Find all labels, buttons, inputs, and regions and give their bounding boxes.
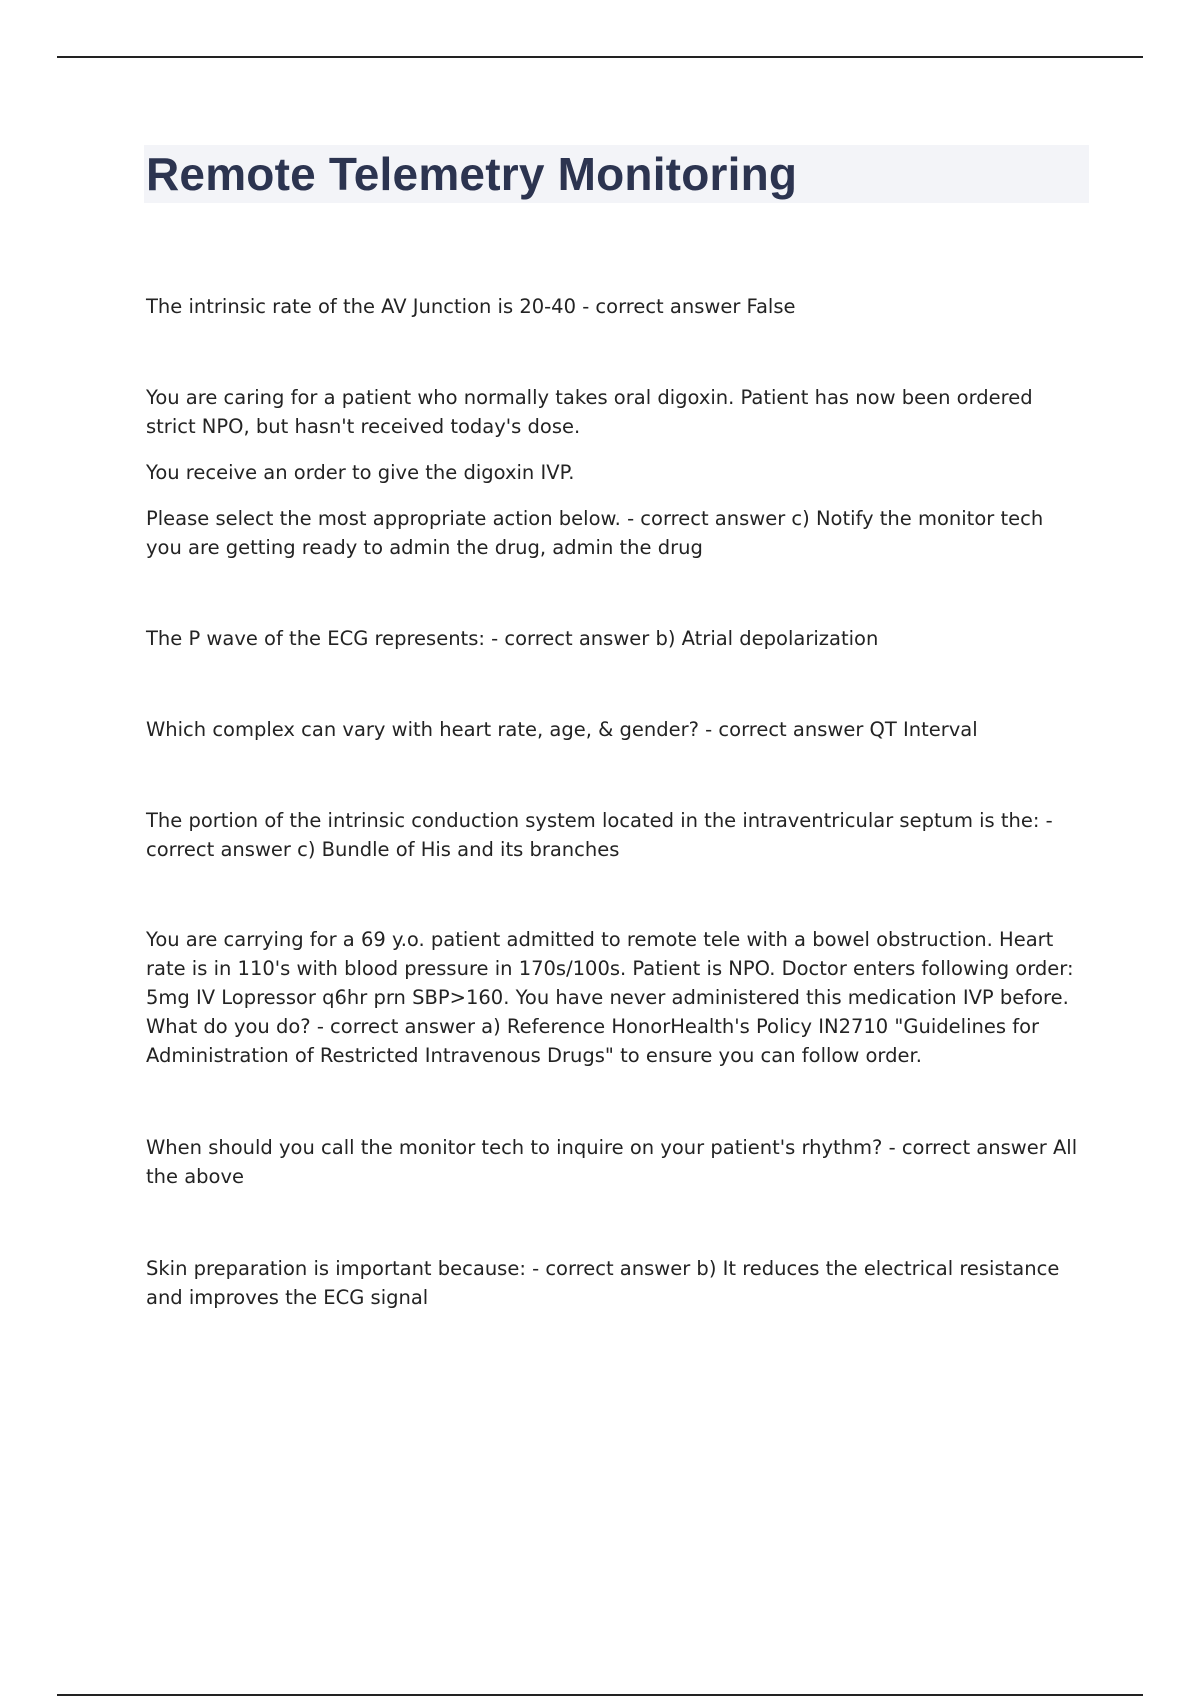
qa-text: Please select the most appropriate action below. - correct answer c) Notify the monitor tech you are getting ready to admin the drug, admin the drug: [146, 507, 1044, 559]
page-title: Remote Telemetry Monitoring: [146, 148, 798, 200]
qa-item-5: [146, 806, 1081, 864]
qa-text: The intrinsic rate of the AV Junction is 20-40 - correct answer False: [146, 295, 796, 318]
qa-item-7: [146, 1133, 1081, 1191]
qa-text: Which complex can vary with heart rate, age, & gender? - correct answer QT Interval: [146, 718, 978, 741]
qa-item-3: [146, 624, 1081, 653]
bottom-divider: [57, 1694, 1143, 1696]
qa-text: You receive an order to give the digoxin IVP.: [146, 461, 575, 484]
top-divider: [57, 56, 1143, 58]
qa-item-6: [146, 925, 1081, 1070]
qa-item-2: [146, 383, 1081, 562]
qa-item-1: [146, 292, 1081, 321]
qa-text: The portion of the intrinsic conduction system located in the intraventricular septum is the: - correct answer c) Bundle of His and its branches: [146, 809, 1053, 861]
qa-item-4: [146, 715, 1081, 744]
qa-item-8: [146, 1254, 1081, 1312]
qa-text: You are carrying for a 69 y.o. patient admitted to remote tele with a bowel obstruction. Heart rate is in 110's with blood pressure in 170s/100s. Patient is NPO. Doctor enters following order: 5mg IV Lopressor q6hr prn SBP>160. You have never administered this medication IVP before. What do you do? - correct answer a) Reference HonorHealth's Policy IN2710 "Guidelines for Administration of Restricted Intravenous Drugs" to ensure you can follow order.: [146, 928, 1074, 1067]
qa-text: The P wave of the ECG represents: - correct answer b) Atrial depolarization: [146, 627, 879, 650]
qa-text: When should you call the monitor tech to inquire on your patient's rhythm? - correct answer All the above: [146, 1136, 1078, 1188]
qa-text: You are caring for a patient who normally takes oral digoxin. Patient has now been ordered strict NPO, but hasn't received today's dose.: [146, 386, 1033, 438]
qa-text: Skin preparation is important because: - correct answer b) It reduces the electrical resistance and improves the ECG signal: [146, 1257, 1060, 1309]
